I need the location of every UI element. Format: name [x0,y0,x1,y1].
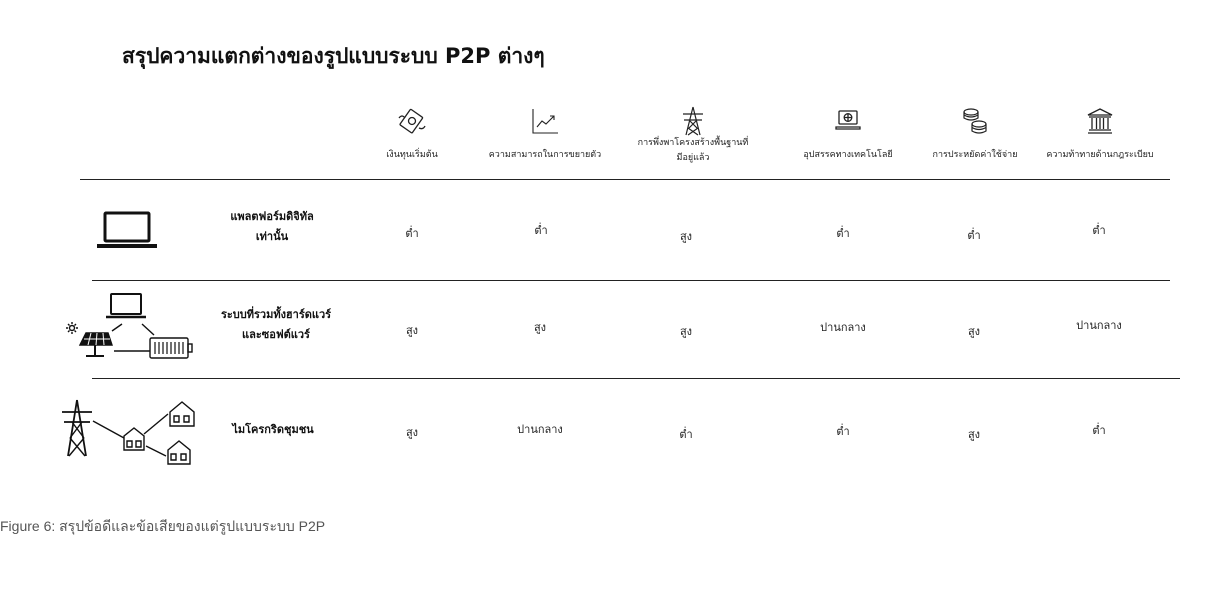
column-label: ความท้าทายด้านกฎระเบียบ [1046,150,1154,160]
column-header-initial-capital [369,102,455,174]
table-cell: ต่ำ [534,224,548,237]
table-cell: สูง [405,324,419,337]
solar-battery-system-icon [64,291,196,367]
growth-chart-icon [530,106,560,136]
column-header-scalability [480,102,610,174]
table-cell: ต่ำ [967,229,981,242]
column-header-regulatory [1040,102,1160,174]
row-label: แพลตฟอร์มดิจิทัล เท่านั้น [230,210,314,243]
transmission-tower-icon [678,106,708,136]
table-rule [92,378,1180,379]
row-label: ระบบที่รวมทั้งฮาร์ดแวร์ และซอฟต์แวร์ [220,308,332,341]
microgrid-icon [58,398,204,468]
table-rule [92,280,1170,281]
table-rule [80,179,1170,180]
government-building-icon [1085,106,1115,136]
column-header-tech-barriers [798,102,898,174]
column-label: อุปสรรคทางเทคโนโลยี [803,150,893,160]
table-cell: ปานกลาง [517,423,563,436]
column-header-cost-saving [930,102,1020,174]
coins-icon [960,106,990,136]
table-cell: ปานกลาง [1076,319,1122,332]
table-cell: ต่ำ [679,428,693,441]
laptop-globe-icon [833,106,863,136]
table-cell: ต่ำ [836,425,850,438]
table-cell: สูง [679,325,693,338]
laptop-icon [96,210,158,250]
column-label: การประหยัดค่าใช้จ่าย [932,150,1018,160]
figure-caption: Figure 6: สรุปข้อดีและข้อเสียของแต่รูปแบบระบบ P2P [0,518,326,534]
table-cell: สูง [533,321,547,334]
table-cell: ปานกลาง [820,321,866,334]
table-cell: ต่ำ [405,227,419,240]
column-header-infrastructure [628,102,758,174]
table-cell: สูง [405,426,419,439]
column-label: เงินทุนเริ่มต้น [386,150,438,160]
money-icon [397,106,427,136]
row-label: ไมโครกริดชุมชน [232,423,314,436]
table-cell: สูง [679,230,693,243]
table-cell: สูง [967,325,981,338]
page-title: สรุปความแตกต่างของรูปแบบระบบ P2P ต่างๆ [122,44,545,68]
column-label: ความสามารถในการขยายตัว [488,150,602,160]
table-cell: ต่ำ [1092,424,1106,437]
table-cell: สูง [967,428,981,441]
table-cell: ต่ำ [836,227,850,240]
column-label: การพึ่งพาโครงสร้างพื้นฐานที่ มีอยู่แล้ว [637,138,749,163]
table-cell: ต่ำ [1092,224,1106,237]
